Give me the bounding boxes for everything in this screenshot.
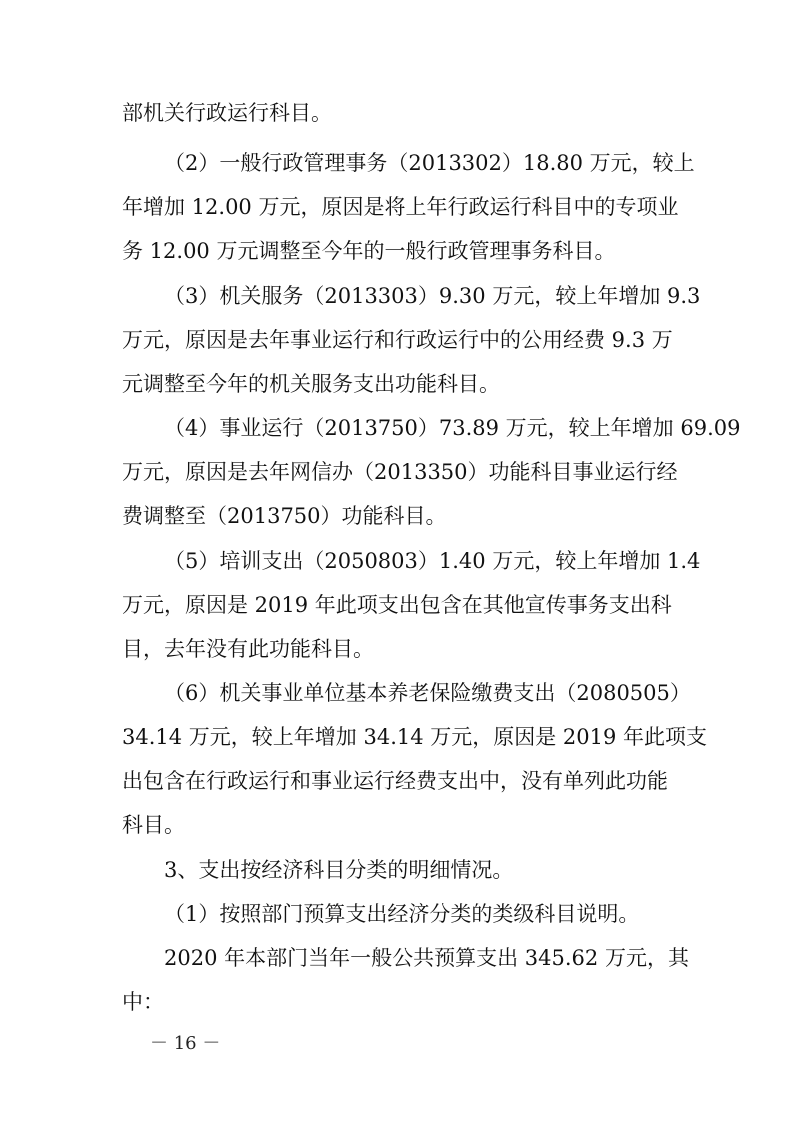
paragraph-line: 年增加 12.00 万元，原因是将上年行政运行科目中的专项业 bbox=[122, 195, 679, 219]
paragraph-line: 出包含在行政运行和事业运行经费支出中，没有单列此功能 bbox=[122, 769, 668, 793]
page-number: － 16 － bbox=[150, 1033, 221, 1054]
paragraph-line: （1）按照部门预算支出经济分类的类级科目说明。 bbox=[164, 902, 640, 926]
paragraph-line: （4）事业运行（2013750）73.89 万元，较上年增加 69.09 bbox=[164, 416, 741, 440]
paragraph-line: 科目。 bbox=[122, 813, 185, 837]
paragraph-line: 中： bbox=[122, 990, 164, 1014]
paragraph-line: 万元，原因是 2019 年此项支出包含在其他宣传事务支出科 bbox=[122, 593, 672, 617]
paragraph-line: 目，去年没有此功能科目。 bbox=[122, 637, 374, 661]
paragraph-line: 元调整至今年的机关服务支出功能科目。 bbox=[122, 372, 500, 396]
paragraph-line: 务 12.00 万元调整至今年的一般行政管理事务科目。 bbox=[122, 239, 616, 263]
paragraph-line: 34.14 万元，较上年增加 34.14 万元，原因是 2019 年此项支 bbox=[122, 725, 708, 749]
paragraph-line: 2020 年本部门当年一般公共预算支出 345.62 万元，其 bbox=[164, 946, 689, 970]
paragraph-line: （2）一般行政管理事务（2013302）18.80 万元，较上 bbox=[164, 151, 695, 175]
section-heading: 3、支出按经济科目分类的明细情况。 bbox=[164, 858, 514, 882]
paragraph-line: 费调整至（2013750）功能科目。 bbox=[122, 504, 447, 528]
paragraph-line: （6）机关事业单位基本养老保险缴费支出（2080505） bbox=[164, 681, 691, 705]
paragraph-line: （3）机关服务（2013303）9.30 万元，较上年增加 9.3 bbox=[164, 284, 701, 308]
paragraph-line: 万元，原因是去年网信办（2013350）功能科目事业运行经 bbox=[122, 460, 678, 484]
paragraph-line: （5）培训支出（2050803）1.40 万元，较上年增加 1.4 bbox=[164, 549, 701, 573]
paragraph-line: 部机关行政运行科目。 bbox=[122, 101, 332, 125]
paragraph-line: 万元，原因是去年事业运行和行政运行中的公用经费 9.3 万 bbox=[122, 328, 673, 352]
